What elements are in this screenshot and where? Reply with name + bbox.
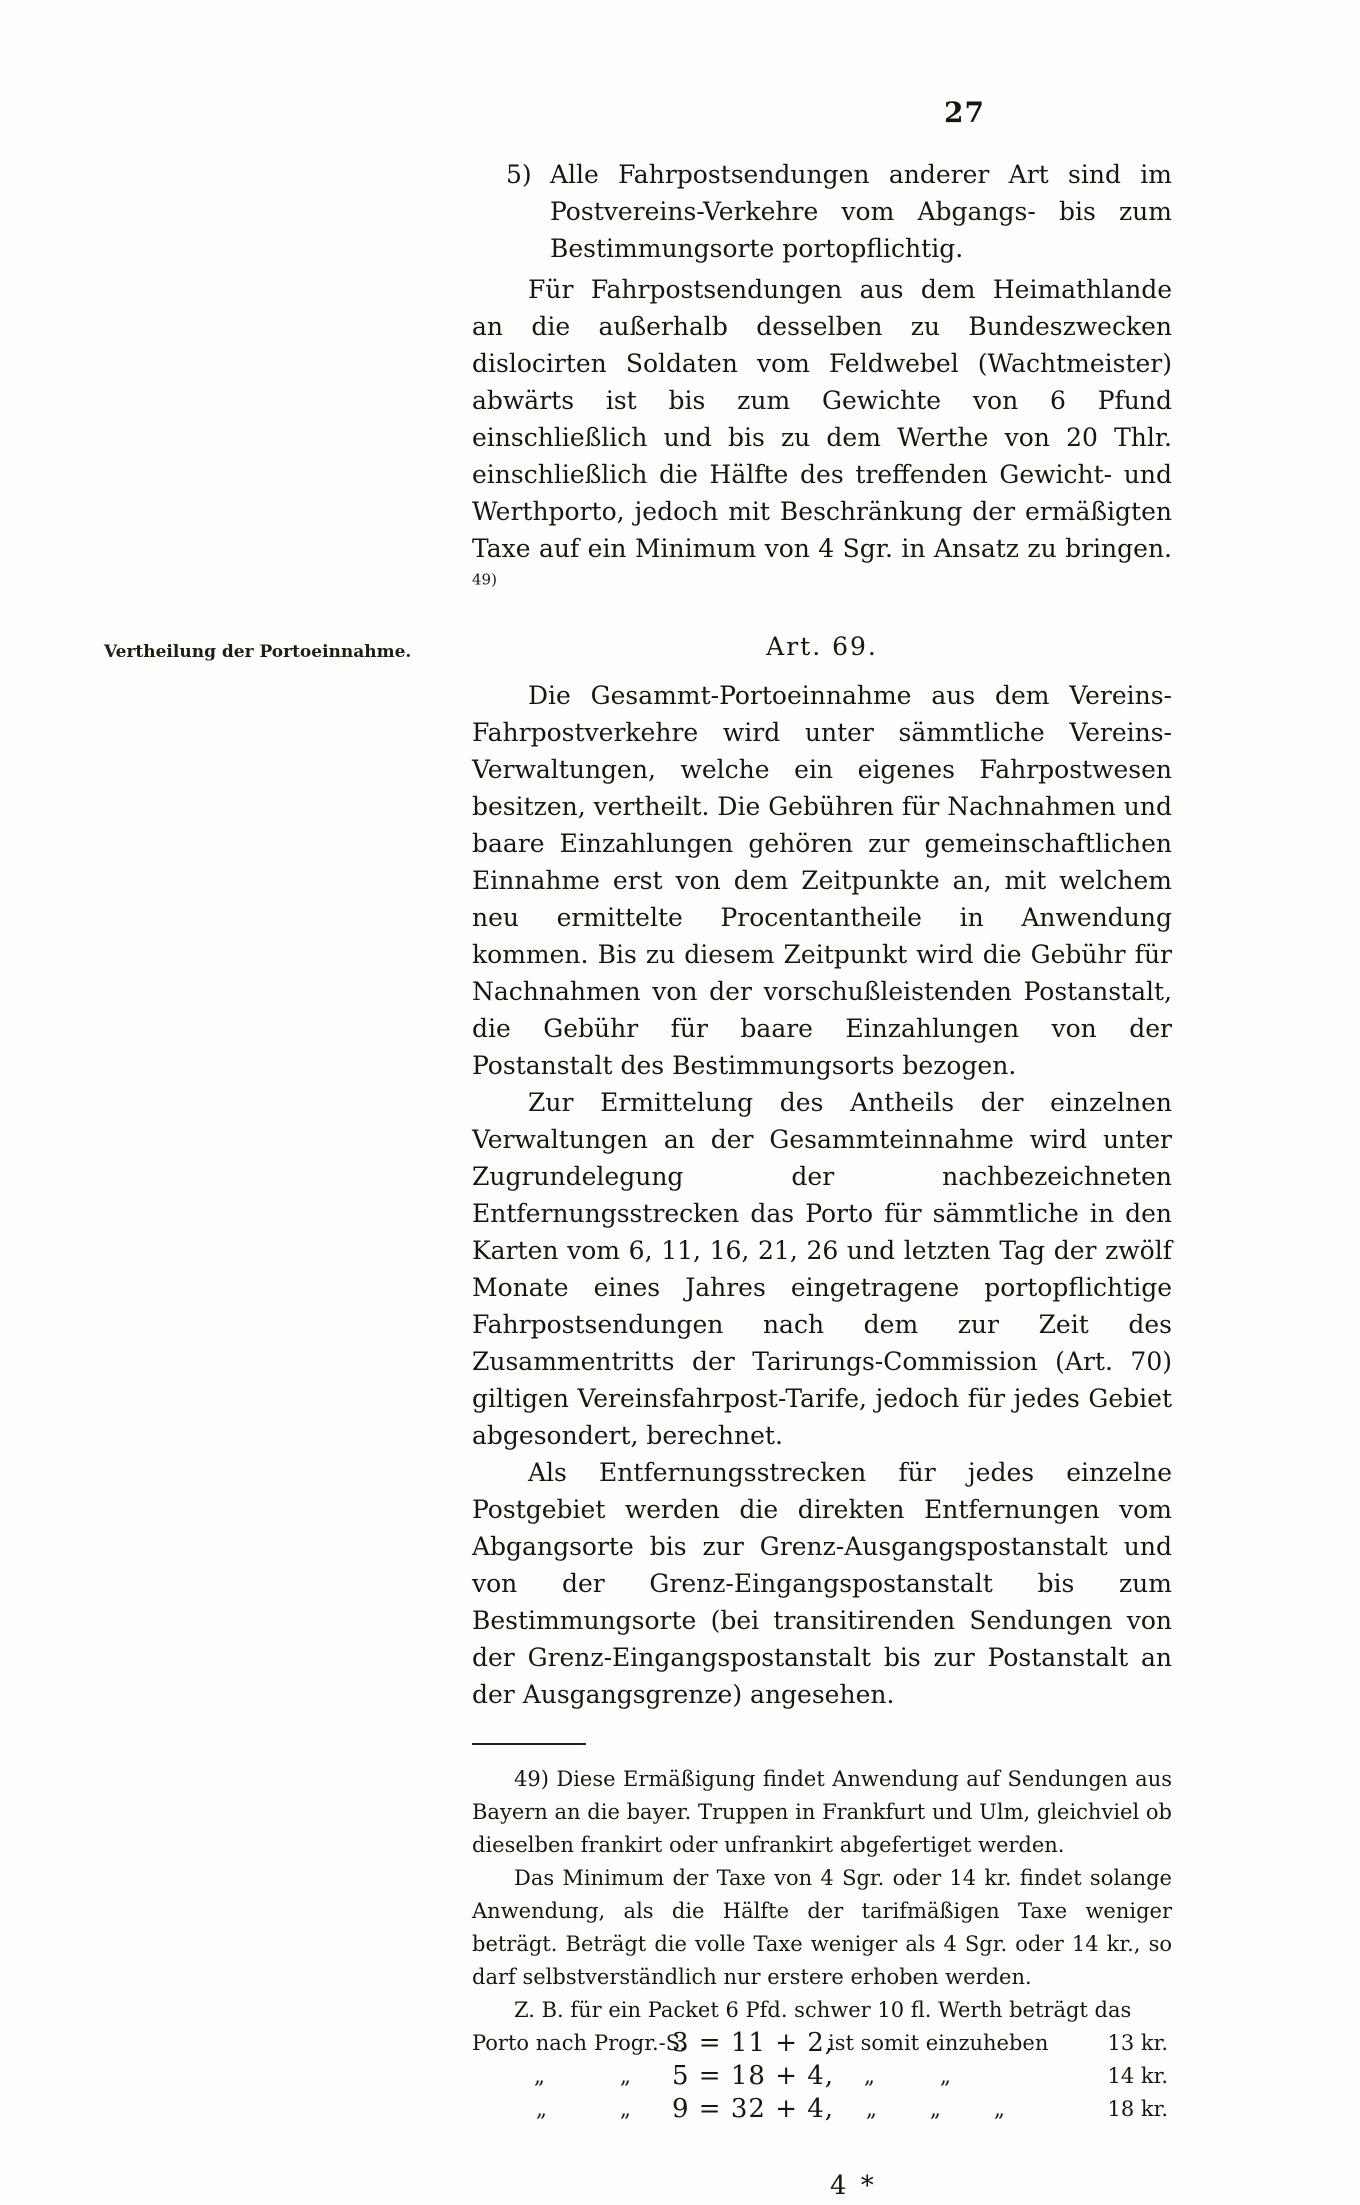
example-r1-label2: Progr.-S. <box>594 2031 687 2055</box>
example-r1-label1: Porto nach <box>472 2031 588 2055</box>
list-item-5 <box>472 156 1172 267</box>
footnote-reference: 49) <box>472 570 497 589</box>
article-paragraph-2: Zur Ermittelung des Antheils der einzelnen Verwaltungen an der Gesammteinnahme wird unter Zugrundelegung der nachbezeichneten Entfernungsstrecken das Porto für sämmtliche in den Karten vom 6, 11, 16, 21, 26 und letzten Tag der zwölf Monate eines Jahres eingetragene portopflichtige Fahrpostsendungen nach dem zur Zeit des Zusammentritts der Tarirungs-Commission (Art. 70) giltigen Vereinsfahrpost-Tarife, jedoch für jedes Gebiet abgesondert, berechnet. <box>472 1088 1172 1450</box>
example-r1-amount: 13 kr. <box>1107 2031 1168 2055</box>
example-r3-ditto-4: „ <box>930 2097 941 2121</box>
list-item-marker: 5) <box>506 160 532 189</box>
example-row-3 <box>472 2093 1172 2126</box>
example-row-1 <box>472 2027 1172 2060</box>
article-paragraph-1: Die Gesammt-Portoeinnahme aus dem Vereins-Fahrpostverkehre wird unter sämmtliche Vereins-Verwaltungen, welche ein eigenes Fahrpostwesen besitzen, vertheilt. Die Gebühren für Nachnahmen und baare Einzahlungen gehören zur gemeinschaftlichen Einnahme erst von dem Zeitpunkte an, mit welchem neu ermittelte Procentantheile in Anwendung kommen. Bis zu diesem Zeitpunkt wird die Gebühr für Nachnahmen von der vorschußleistenden Postanstalt, die Gebühr für baare Einzahlungen von der Postanstalt des Bestimmungsorts bezogen. <box>472 681 1172 1080</box>
intro-paragraph-text: Für Fahrpostsendungen aus dem Heimathlande an die außerhalb desselben zu Bundeszwecken dislocirten Soldaten vom Feldwebel (Wachtmeister) abwärts ist bis zum Gewichte von 6 Pfund einschließlich und bis zu dem Werthe von 20 Thlr. einschließlich die Hälfte des treffenden Gewicht- und Werthporto, jedoch mit Beschränkung der ermäßigten Taxe auf ein Minimum von 4 Sgr. in Ansatz zu bringen. <box>472 275 1172 563</box>
example-r2-ditto-3: „ <box>864 2064 875 2088</box>
intro-paragraph <box>472 271 1172 604</box>
footnote-example-intro: Z. B. für ein Packet 6 Pfd. schwer 10 fl. Werth beträgt das <box>514 1998 1132 2022</box>
margin-note: Vertheilung der Portoeinnahme. <box>104 642 412 662</box>
example-r2-formula: 5 = 18 + 4, <box>672 2061 835 2091</box>
footnote-paragraph-1: 49) Diese Ermäßigung findet Anwendung auf Sendungen aus Bayern an die bayer. Truppen in Frankfurt und Ulm, gleichviel ob dieselben frankirt oder unfrankirt abgefertiget werden. <box>472 1767 1172 1857</box>
example-r2-ditto-2: „ <box>620 2064 631 2088</box>
footnote-paragraph-2: Das Minimum der Taxe von 4 Sgr. oder 14 kr. findet solange Anwendung, als die Hälfte der tarifmäßigen Taxe weniger beträgt. Beträgt die volle Taxe weniger als 4 Sgr. oder 14 kr., so darf selbstverständlich nur erstere erhoben werden. <box>472 1866 1172 1989</box>
example-r2-ditto-4: „ <box>940 2064 951 2088</box>
example-r3-ditto-1: „ <box>536 2097 547 2121</box>
example-r3-amount: 18 kr. <box>1107 2097 1168 2121</box>
footnote-separator-rule <box>472 1743 586 1745</box>
signature-mark: 4 * <box>830 2171 877 2201</box>
example-r3-ditto-2: „ <box>620 2097 631 2121</box>
example-r3-ditto-5: „ <box>994 2097 1005 2121</box>
article-heading: Art. 69. <box>766 632 878 661</box>
example-r2-ditto-1: „ <box>534 2064 545 2088</box>
footnote-block <box>472 1763 1172 2126</box>
example-r3-ditto-3: „ <box>866 2097 877 2121</box>
text-column <box>472 156 1172 2205</box>
example-r2-amount: 14 kr. <box>1107 2064 1168 2088</box>
list-item-text: Alle Fahrpostsendungen anderer Art sind im Postvereins-Verkehre vom Abgangs- bis zum Bestimmungsorte portopflichtig. <box>550 160 1172 263</box>
page-number: 27 <box>944 96 985 129</box>
example-r1-formula: 3 = 11 + 2, <box>672 2028 835 2058</box>
example-r3-formula: 9 = 32 + 4, <box>672 2094 835 2124</box>
article-paragraph-3: Als Entfernungsstrecken für jedes einzelne Postgebiet werden die direkten Entfernungen vom Abgangsorte bis zur Grenz-Ausgangspostanstalt und von der Grenz-Eingangspostanstalt bis zum Bestimmungsorte (bei transitirenden Sendungen von der Grenz-Eingangspostanstalt bis zur Postanstalt an der Ausgangsgrenze) angesehen. <box>472 1458 1172 1709</box>
example-row-2 <box>472 2060 1172 2093</box>
example-r1-mid: ist somit einzuheben <box>828 2031 1049 2055</box>
